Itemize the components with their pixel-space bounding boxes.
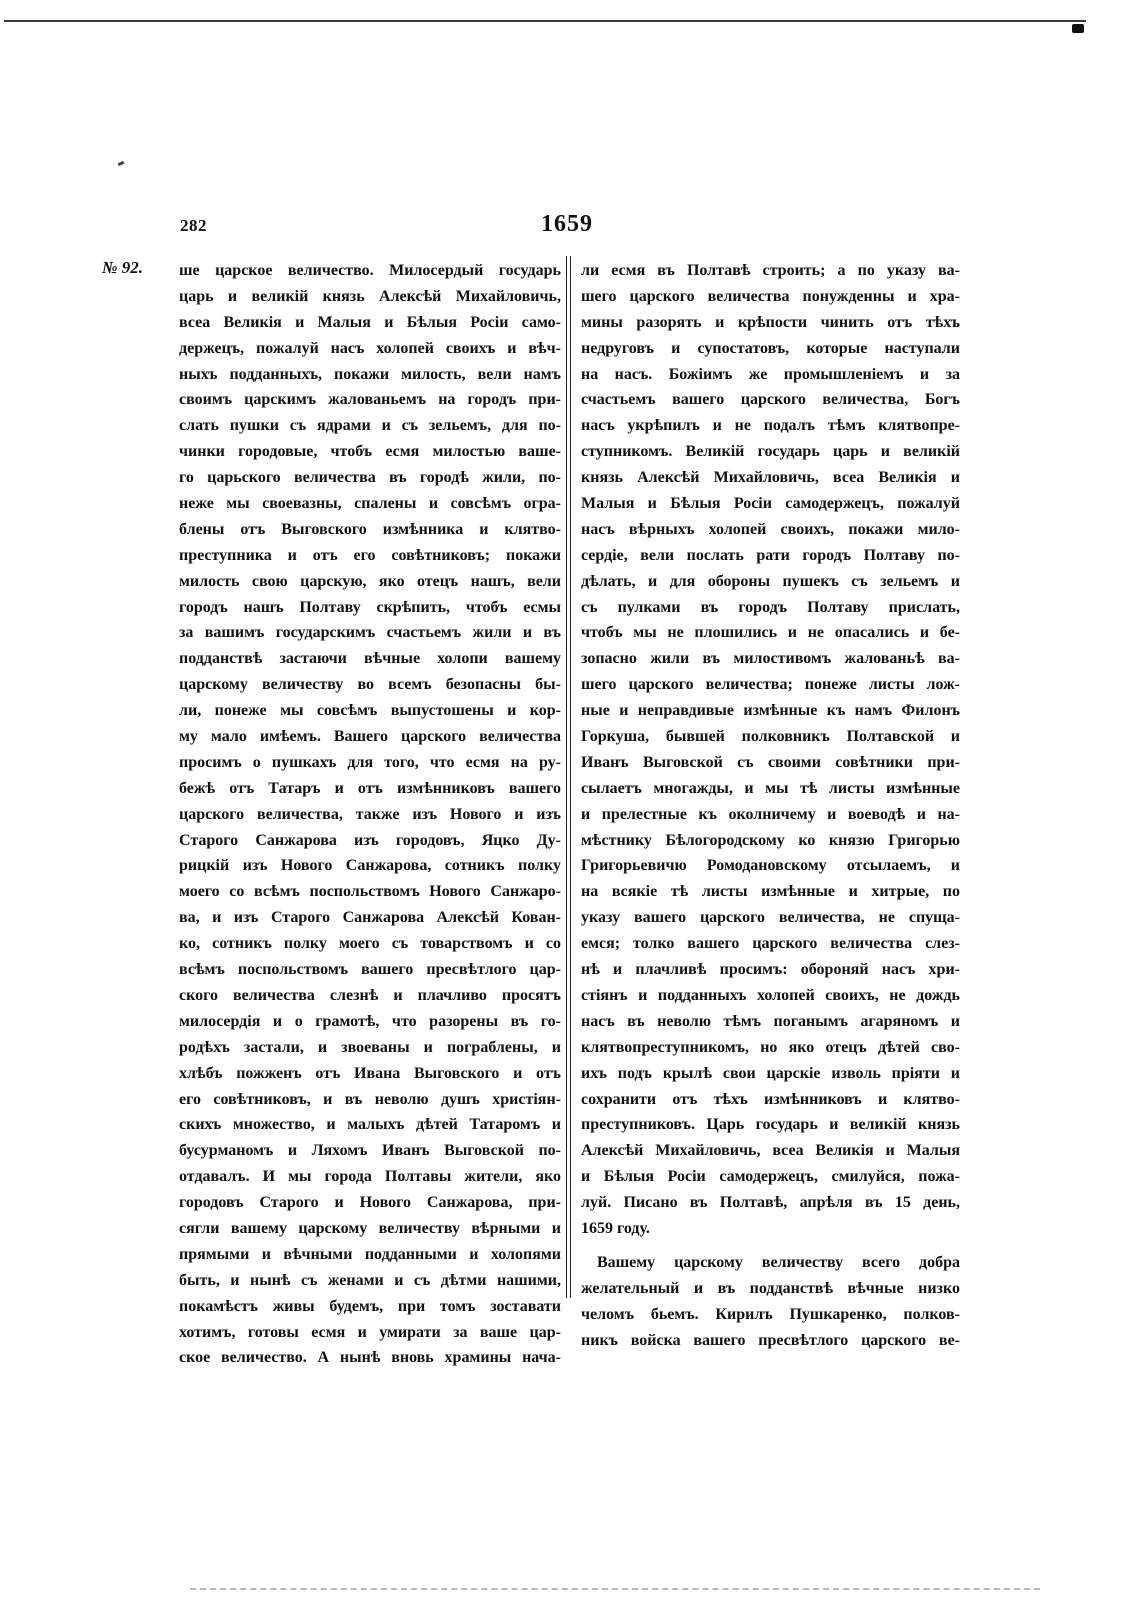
year-heading: 1659 bbox=[541, 211, 593, 237]
text-line: своимъ царскимъ жалованьемъ на городъ при- bbox=[179, 391, 561, 409]
text-line: царскому величеству во всемъ безопасны бы- bbox=[179, 676, 561, 694]
text-line: за вашимъ государскимъ счастьемъ жили и въ bbox=[179, 624, 561, 642]
text-line: царь и великій князь Алексѣй Михайловичь, bbox=[179, 287, 561, 305]
text-line: слать пушки съ ядрами и съ зельемъ, для по- bbox=[179, 417, 561, 435]
text-line: Горкуша, бывшей полковникъ Полтавской и bbox=[581, 728, 960, 746]
text-line: дѣлать, и для обороны пушекъ съ зельемъ и bbox=[581, 572, 960, 590]
text-line: ные и неправдивые измѣнные къ намъ Филонъ bbox=[581, 702, 960, 720]
text-line: быть, и нынѣ съ женами и съ дѣтми нашими, bbox=[179, 1271, 561, 1289]
text-line: милость свою царскую, яко отецъ нашъ, вели bbox=[179, 572, 561, 590]
text-line: луй. Писано въ Полтавѣ, апрѣля въ 15 день, bbox=[581, 1194, 960, 1212]
top-rule bbox=[4, 20, 1086, 22]
text-line: бусурманомъ и Ляхомъ Иванъ Выговской по- bbox=[179, 1142, 561, 1160]
text-line: ли есмя въ Полтавѣ строить; а по указу ва- bbox=[581, 262, 960, 279]
text-line: насъ укрѣпилъ и не подалъ тѣмъ клятвопре- bbox=[581, 417, 960, 435]
text-line: держецъ, пожалуй насъ холопей своихъ и вѣч- bbox=[179, 339, 561, 357]
text-line: клятвопреступникомъ, но яко отецъ дѣтей сво- bbox=[581, 1038, 960, 1056]
text-line: Григорьевичю Ромодановскому отсылаемъ, и bbox=[581, 857, 960, 875]
text-line: ныхъ подданныхъ, покажи милость, вели намъ bbox=[179, 365, 561, 383]
text-line: всѣмъ поспольствомъ вашего пресвѣтлого цар- bbox=[179, 961, 561, 979]
text-line: просимъ о пушкахъ для того, что есмя на ру- bbox=[179, 753, 561, 771]
text-line: нѣ и плачливѣ просимъ: обороняй насъ хри- bbox=[581, 961, 960, 979]
text-line: сылаетъ многажды, и мы тѣ листы измѣнные bbox=[581, 779, 960, 797]
text-line: ихъ подъ крылѣ свои царскіе изволь пріяти и bbox=[581, 1064, 960, 1082]
text-line: покамѣстъ живы будемъ, при томъ зоставати bbox=[179, 1297, 561, 1315]
text-line: сягли вашему царскому величеству вѣрными и bbox=[179, 1219, 561, 1237]
text-line: бежѣ отъ Татаръ и отъ измѣнниковъ вашего bbox=[179, 779, 561, 797]
text-line: Малыя и Бѣлыя Росіи самодержецъ, пожалуй bbox=[581, 495, 960, 513]
text-line: сердіе, вели послать рати городъ Полтаву по- bbox=[581, 546, 960, 564]
text-line: князь Алексѣй Михайловичь, всеа Великія и bbox=[581, 469, 960, 487]
text-line: му мало имѣемъ. Вашего царского величества bbox=[179, 728, 561, 746]
text-line: сохранити отъ тѣхъ измѣнниковъ и клятво- bbox=[581, 1090, 960, 1108]
text-line: насъ вѣрныхъ холопей своихъ, покажи мило- bbox=[581, 520, 960, 538]
text-line: преступниковъ. Царь государь и великій князь bbox=[581, 1116, 960, 1134]
ink-mark bbox=[1072, 24, 1084, 33]
text-line: ское величество. А нынѣ вновь храмины нача- bbox=[179, 1349, 561, 1367]
text-line: счастьемъ вашего царского величества, Богъ bbox=[581, 391, 960, 409]
text-line: ва, и изъ Старого Санжарова Алексѣй Кован- bbox=[179, 909, 561, 927]
text-line: ли, понеже мы совсѣмъ выпустошены и кор- bbox=[179, 702, 561, 720]
text-line: неже мы своевазны, спалены и совсѣмъ огра- bbox=[179, 495, 561, 513]
text-line: чинки городовые, чтобъ есмя милостью ваше- bbox=[179, 443, 561, 461]
text-line: шего царского величества понужденны и хра- bbox=[581, 287, 960, 305]
text-line: блены отъ Выговского измѣнника и клятво- bbox=[179, 520, 561, 538]
column-divider bbox=[566, 256, 571, 1298]
text-line: преступника и отъ его совѣтниковъ; покажи bbox=[179, 546, 561, 564]
text-line: недруговъ и супостатовъ, которые наступали bbox=[581, 339, 960, 357]
page-number: 282 bbox=[180, 216, 207, 235]
text-line: хотимъ, готовы есмя и умирати за ваше цар- bbox=[179, 1323, 561, 1341]
text-line: мѣстнику Бѣлогородскому ко князю Григорью bbox=[581, 831, 960, 849]
text-line: Алексѣй Михайловичь, всеа Великія и Малыя bbox=[581, 1142, 960, 1160]
text-line: рицкій изъ Нового Санжарова, сотникъ полку bbox=[179, 857, 561, 875]
text-line: никъ войска вашего пресвѣтлого царского ве- bbox=[581, 1331, 960, 1349]
document-number: № 92. bbox=[102, 258, 144, 277]
text-line: городовъ Старого и Нового Санжарова, при- bbox=[179, 1194, 561, 1212]
text-line: Старого Санжарова изъ городовъ, Яцко Ду- bbox=[179, 831, 561, 849]
text-line: милосердія и о грамотѣ, что разорены въ го- bbox=[179, 1012, 561, 1030]
text-line: Иванъ Выговской съ своими совѣтники при- bbox=[581, 753, 960, 771]
text-line: и Бѣлыя Росіи самодержецъ, смилуйся, пожа- bbox=[581, 1168, 960, 1186]
text-line: хлѣбъ пожженъ отъ Ивана Выговского и отъ bbox=[179, 1064, 561, 1082]
text-line: отдавалъ. И мы города Полтавы жители, яко bbox=[179, 1168, 561, 1186]
ink-speck bbox=[118, 161, 125, 166]
text-line: городъ нашъ Полтаву скрѣпить, чтобъ есмы bbox=[179, 598, 561, 616]
text-line: на всякіе тѣ листы измѣнные и хитрые, по bbox=[581, 883, 960, 901]
text-line: стіянъ и подданныхъ холопей своихъ, не дождь bbox=[581, 986, 960, 1004]
text-line: скихъ множество, и малыхъ дѣтей Татаромъ и bbox=[179, 1116, 561, 1134]
bottom-rule bbox=[190, 1588, 1040, 1590]
text-line: царского величества, также изъ Нового и изъ bbox=[179, 805, 561, 823]
text-line: прямыми и вѣчными подданными и холопями bbox=[179, 1245, 561, 1263]
text-line: съ пулками въ городъ Полтаву прислать, bbox=[581, 598, 960, 616]
text-line: ступникомъ. Великій государь царь и великій bbox=[581, 443, 960, 461]
text-line: емся; толко вашего царского величества слез- bbox=[581, 935, 960, 953]
right-text-column bbox=[581, 258, 960, 1353]
text-line: шего царского величества; понеже листы лож- bbox=[581, 676, 960, 694]
left-text-column bbox=[179, 258, 561, 1371]
paragraph-gap bbox=[581, 1242, 960, 1250]
text-line: го царьского величества въ городѣ жили, по- bbox=[179, 469, 561, 487]
text-line: зопасно жили въ милостивомъ жалованьѣ ва- bbox=[581, 650, 960, 668]
text-line: 1659 году. bbox=[581, 1219, 650, 1237]
text-line: ше царское величество. Милосердый государь bbox=[179, 262, 561, 279]
text-line: подданствѣ застаючи вѣчные холопи вашему bbox=[179, 650, 561, 668]
text-line: родѣхъ застали, и звоеваны и пограблены, и bbox=[179, 1038, 561, 1056]
text-line: ко, сотникъ полку моего съ товарствомъ и со bbox=[179, 935, 561, 953]
text-line: насъ въ неволю тѣмъ поганымъ агаряномъ и bbox=[581, 1012, 960, 1030]
text-line: моего со всѣмъ поспольствомъ Нового Санжаро- bbox=[179, 883, 561, 901]
text-line: чтобъ мы не плошились и не опасались и бе- bbox=[581, 624, 960, 642]
text-line: указу вашего царского величества, не спуща- bbox=[581, 909, 960, 927]
text-line: и прелестные къ околничему и воеводѣ и на- bbox=[581, 805, 960, 823]
text-line: его совѣтниковъ, и въ неволю душъ христіян- bbox=[179, 1090, 561, 1108]
text-line: ского величества слезнѣ и плачливо просятъ bbox=[179, 986, 561, 1004]
text-line: желательный и въ подданствѣ вѣчные низко bbox=[581, 1279, 960, 1297]
text-line: мины разорять и крѣпости чинить отъ тѣхъ bbox=[581, 313, 960, 331]
text-line: челомъ бьемъ. Кирилъ Пушкаренко, полков- bbox=[581, 1305, 960, 1323]
text-line: Вашему царскому величеству всего добра bbox=[597, 1253, 960, 1271]
text-line: на насъ. Божіимъ же промышленіемъ и за bbox=[581, 365, 960, 383]
text-line: всеа Великія и Малыя и Бѣлыя Росіи само- bbox=[179, 313, 561, 331]
